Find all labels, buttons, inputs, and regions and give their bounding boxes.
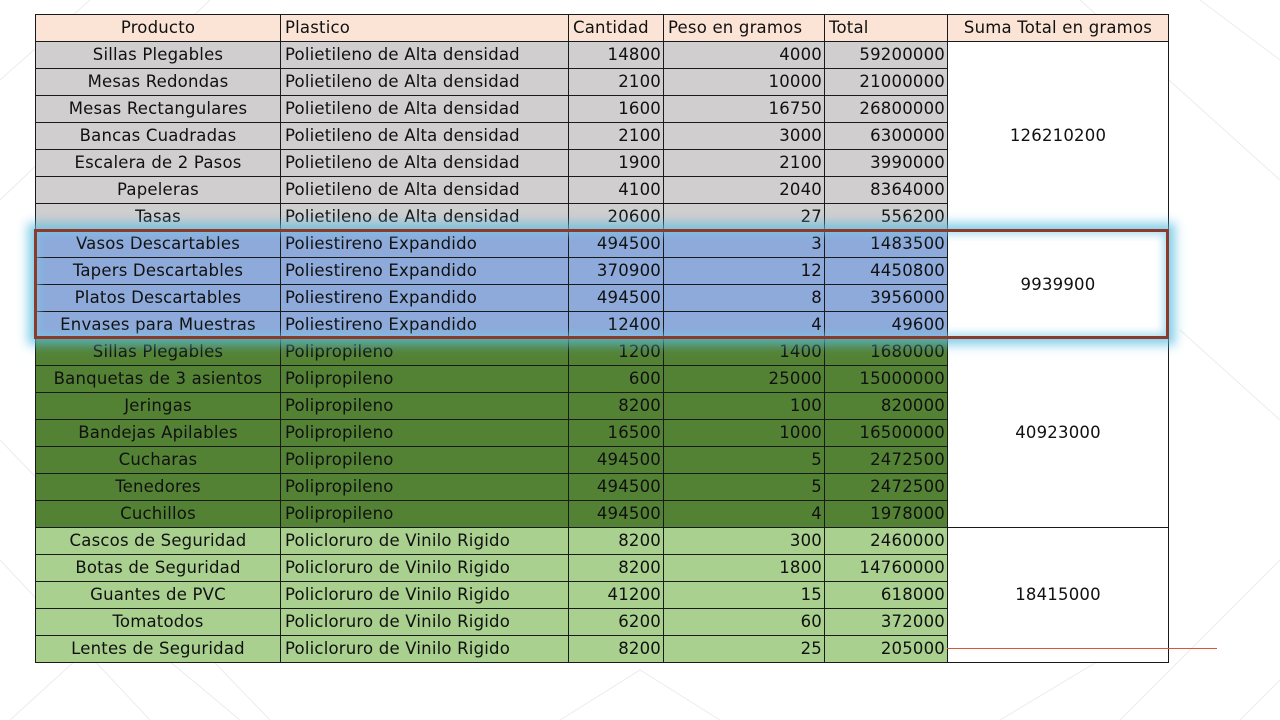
cell-cantidad[interactable]: 4100 (569, 177, 664, 204)
cell-producto[interactable]: Papeleras (36, 177, 281, 204)
cell-cantidad[interactable]: 2100 (569, 123, 664, 150)
cell-plastico[interactable]: Polipropileno (281, 393, 569, 420)
header-row (36, 15, 1169, 42)
table-row (36, 42, 1169, 69)
cell-producto[interactable]: Tomatodos (36, 609, 281, 636)
cell-producto[interactable]: Lentes de Seguridad (36, 636, 281, 663)
cell-peso[interactable]: 3000 (664, 123, 825, 150)
cell-cantidad[interactable]: 8200 (569, 636, 664, 663)
cell-peso[interactable]: 8 (664, 285, 825, 312)
cell-peso[interactable]: 1800 (664, 555, 825, 582)
cell-producto[interactable]: Jeringas (36, 393, 281, 420)
cell-producto[interactable]: Guantes de PVC (36, 582, 281, 609)
cell-total[interactable]: 21000000 (825, 69, 948, 96)
cell-total[interactable]: 820000 (825, 393, 948, 420)
cell-plastico[interactable]: Polietileno de Alta densidad (281, 150, 569, 177)
cell-producto[interactable]: Vasos Descartables (36, 231, 281, 258)
cell-producto[interactable]: Cascos de Seguridad (36, 528, 281, 555)
cell-producto[interactable]: Tapers Descartables (36, 258, 281, 285)
cell-peso[interactable]: 25000 (664, 366, 825, 393)
cell-peso[interactable]: 10000 (664, 69, 825, 96)
cell-total[interactable]: 2460000 (825, 528, 948, 555)
cell-total[interactable]: 26800000 (825, 96, 948, 123)
cell-suma-total[interactable]: 9939900 (948, 231, 1169, 339)
cell-peso[interactable]: 12 (664, 258, 825, 285)
cell-peso[interactable]: 1400 (664, 339, 825, 366)
cell-cantidad[interactable]: 16500 (569, 420, 664, 447)
cell-peso[interactable]: 5 (664, 474, 825, 501)
cell-producto[interactable]: Cuchillos (36, 501, 281, 528)
cell-cantidad[interactable]: 14800 (569, 42, 664, 69)
cell-plastico[interactable]: Polipropileno (281, 420, 569, 447)
cell-producto[interactable]: Botas de Seguridad (36, 555, 281, 582)
cell-plastico[interactable]: Polipropileno (281, 447, 569, 474)
cell-cantidad[interactable]: 1900 (569, 150, 664, 177)
cell-total[interactable]: 1978000 (825, 501, 948, 528)
cell-total[interactable]: 205000 (825, 636, 948, 663)
cell-suma-total[interactable]: 18415000 (948, 528, 1169, 663)
cell-producto[interactable]: Bandejas Apilables (36, 420, 281, 447)
cell-plastico[interactable]: Policloruro de Vinilo Rigido (281, 609, 569, 636)
cell-peso[interactable]: 5 (664, 447, 825, 474)
cell-total[interactable]: 6300000 (825, 123, 948, 150)
cell-total[interactable]: 556200 (825, 204, 948, 231)
cell-plastico[interactable]: Policloruro de Vinilo Rigido (281, 636, 569, 663)
cell-producto[interactable]: Tasas (36, 204, 281, 231)
cell-plastico[interactable]: Polietileno de Alta densidad (281, 204, 569, 231)
cell-peso[interactable]: 60 (664, 609, 825, 636)
cell-producto[interactable]: Mesas Redondas (36, 69, 281, 96)
cell-cantidad[interactable]: 494500 (569, 231, 664, 258)
cell-producto[interactable]: Envases para Muestras (36, 312, 281, 339)
cell-cantidad[interactable]: 1200 (569, 339, 664, 366)
cell-cantidad[interactable]: 370900 (569, 258, 664, 285)
cell-plastico[interactable]: Polietileno de Alta densidad (281, 69, 569, 96)
cell-plastico[interactable]: Policloruro de Vinilo Rigido (281, 528, 569, 555)
cell-cantidad[interactable]: 12400 (569, 312, 664, 339)
cell-total[interactable]: 49600 (825, 312, 948, 339)
cell-cantidad[interactable]: 494500 (569, 447, 664, 474)
cell-plastico[interactable]: Polietileno de Alta densidad (281, 96, 569, 123)
cell-plastico[interactable]: Poliestireno Expandido (281, 258, 569, 285)
cell-total[interactable]: 3956000 (825, 285, 948, 312)
cell-peso[interactable]: 100 (664, 393, 825, 420)
cell-cantidad[interactable]: 8200 (569, 555, 664, 582)
cell-peso[interactable]: 3 (664, 231, 825, 258)
header-producto[interactable]: Producto (36, 15, 281, 42)
cell-total[interactable]: 15000000 (825, 366, 948, 393)
cell-cantidad[interactable]: 600 (569, 366, 664, 393)
table-row (36, 339, 1169, 366)
table-row (36, 528, 1169, 555)
cell-producto[interactable]: Bancas Cuadradas (36, 123, 281, 150)
cell-cantidad[interactable]: 494500 (569, 474, 664, 501)
header-cantidad[interactable]: Cantidad (569, 15, 664, 42)
cell-total[interactable]: 618000 (825, 582, 948, 609)
cell-producto[interactable]: Sillas Plegables (36, 339, 281, 366)
cell-total[interactable]: 8364000 (825, 177, 948, 204)
cell-plastico[interactable]: Poliestireno Expandido (281, 285, 569, 312)
cell-plastico[interactable]: Poliestireno Expandido (281, 312, 569, 339)
header-total[interactable]: Total (825, 15, 948, 42)
cell-plastico[interactable]: Policloruro de Vinilo Rigido (281, 582, 569, 609)
cell-total[interactable]: 1483500 (825, 231, 948, 258)
cell-cantidad[interactable]: 1600 (569, 96, 664, 123)
cell-total[interactable]: 16500000 (825, 420, 948, 447)
cell-suma-total[interactable]: 126210200 (948, 42, 1169, 231)
accent-line (947, 648, 1217, 649)
cell-producto[interactable]: Mesas Rectangulares (36, 96, 281, 123)
cell-total[interactable]: 3990000 (825, 150, 948, 177)
cell-cantidad[interactable]: 8200 (569, 528, 664, 555)
cell-peso[interactable]: 25 (664, 636, 825, 663)
cell-plastico[interactable]: Polipropileno (281, 366, 569, 393)
table-row (36, 231, 1169, 258)
cell-total[interactable]: 4450800 (825, 258, 948, 285)
cell-cantidad[interactable]: 2100 (569, 69, 664, 96)
cell-cantidad[interactable]: 41200 (569, 582, 664, 609)
cell-cantidad[interactable]: 494500 (569, 501, 664, 528)
cell-plastico[interactable]: Polietileno de Alta densidad (281, 177, 569, 204)
cell-plastico[interactable]: Polietileno de Alta densidad (281, 123, 569, 150)
cell-producto[interactable]: Banquetas de 3 asientos (36, 366, 281, 393)
cell-plastico[interactable]: Policloruro de Vinilo Rigido (281, 555, 569, 582)
cell-producto[interactable]: Cucharas (36, 447, 281, 474)
cell-plastico[interactable]: Polipropileno (281, 474, 569, 501)
cell-peso[interactable]: 4 (664, 501, 825, 528)
cell-cantidad[interactable]: 494500 (569, 285, 664, 312)
cell-peso[interactable]: 1000 (664, 420, 825, 447)
cell-peso[interactable]: 4000 (664, 42, 825, 69)
cell-producto[interactable]: Sillas Plegables (36, 42, 281, 69)
cell-total[interactable]: 2472500 (825, 474, 948, 501)
cell-peso[interactable]: 2040 (664, 177, 825, 204)
cell-peso[interactable]: 300 (664, 528, 825, 555)
cell-producto[interactable]: Tenedores (36, 474, 281, 501)
cell-suma-total[interactable]: 40923000 (948, 339, 1169, 528)
cell-total[interactable]: 1680000 (825, 339, 948, 366)
cell-producto[interactable]: Platos Descartables (36, 285, 281, 312)
cell-total[interactable]: 2472500 (825, 447, 948, 474)
header-peso[interactable]: Peso en gramos (664, 15, 825, 42)
header-plastico[interactable]: Plastico (281, 15, 569, 42)
cell-plastico[interactable]: Polipropileno (281, 501, 569, 528)
cell-cantidad[interactable]: 6200 (569, 609, 664, 636)
cell-producto[interactable]: Escalera de 2 Pasos (36, 150, 281, 177)
cell-plastico[interactable]: Poliestireno Expandido (281, 231, 569, 258)
cell-cantidad[interactable]: 20600 (569, 204, 664, 231)
cell-total[interactable]: 14760000 (825, 555, 948, 582)
cell-peso[interactable]: 15 (664, 582, 825, 609)
cell-peso[interactable]: 4 (664, 312, 825, 339)
cell-total[interactable]: 59200000 (825, 42, 948, 69)
cell-peso[interactable]: 27 (664, 204, 825, 231)
cell-peso[interactable]: 16750 (664, 96, 825, 123)
cell-total[interactable]: 372000 (825, 609, 948, 636)
cell-cantidad[interactable]: 8200 (569, 393, 664, 420)
cell-plastico[interactable]: Polipropileno (281, 339, 569, 366)
cell-plastico[interactable]: Polietileno de Alta densidad (281, 42, 569, 69)
cell-peso[interactable]: 2100 (664, 150, 825, 177)
header-suma-total[interactable]: Suma Total en gramos (948, 15, 1169, 42)
plastic-products-table (35, 14, 1169, 663)
